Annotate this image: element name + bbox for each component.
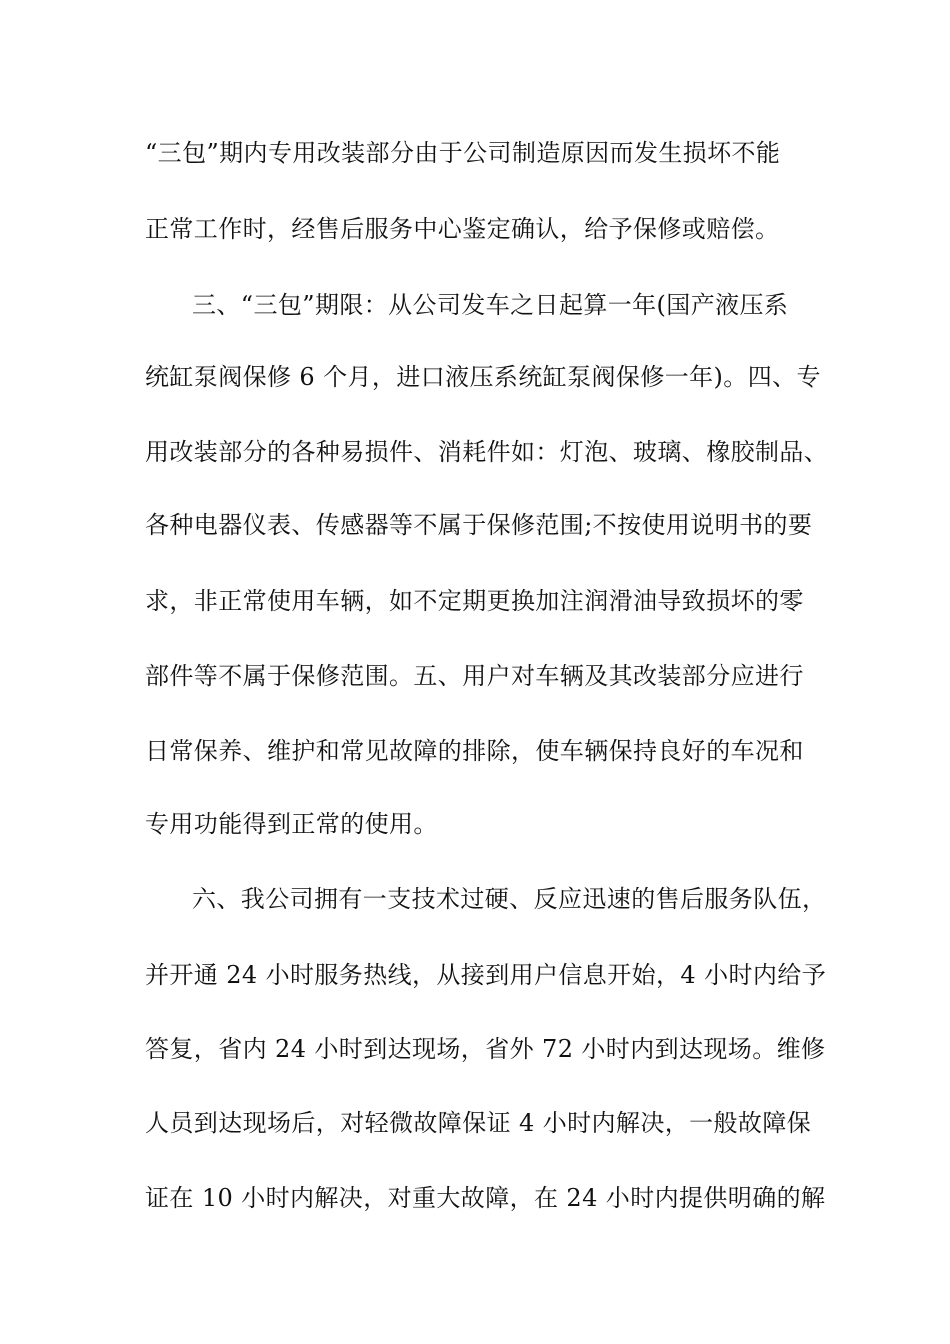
text-line-2: 正常工作时，经售后服务中心鉴定确认，给予保修或赔偿。 — [145, 215, 780, 243]
text-line-10: 专用功能得到正常的使用。 — [145, 810, 438, 838]
text-line-15: 证在 10 小时内解决，对重大故障，在 24 小时内提供明确的解 — [145, 1184, 826, 1212]
text-line-14: 人员到达现场后，对轻微故障保证 4 小时内解决，一般故障保 — [145, 1109, 812, 1137]
text-line-3: 三、“三包”期限：从公司发车之日起算一年(国产液压系 — [192, 291, 789, 319]
text-line-12: 并开通 24 小时服务热线，从接到用户信息开始，4 小时内给予 — [145, 961, 827, 989]
text-line-9: 日常保养、维护和常见故障的排除，使车辆保持良好的车况和 — [145, 737, 804, 765]
text-line-6: 各种电器仪表、传感器等不属于保修范围;不按使用说明书的要 — [145, 511, 813, 539]
text-line-11: 六、我公司拥有一支技术过硬、反应迅速的售后服务队伍， — [192, 885, 827, 913]
text-line-4: 统缸泵阀保修 6 个月，进口液压系统缸泵阀保修一年)。四、专 — [145, 363, 821, 391]
text-line-5: 用改装部分的各种易损件、消耗件如：灯泡、玻璃、橡胶制品、 — [145, 438, 829, 466]
text-line-8: 部件等不属于保修范围。五、用户对车辆及其改装部分应进行 — [145, 662, 804, 690]
text-line-1: “三包”期内专用改装部分由于公司制造原因而发生损坏不能 — [145, 139, 781, 167]
text-line-7: 求，非正常使用车辆，如不定期更换加注润滑油导致损坏的零 — [145, 587, 804, 615]
text-line-13: 答复，省内 24 小时到达现场，省外 72 小时内到达现场。维修 — [145, 1035, 826, 1063]
